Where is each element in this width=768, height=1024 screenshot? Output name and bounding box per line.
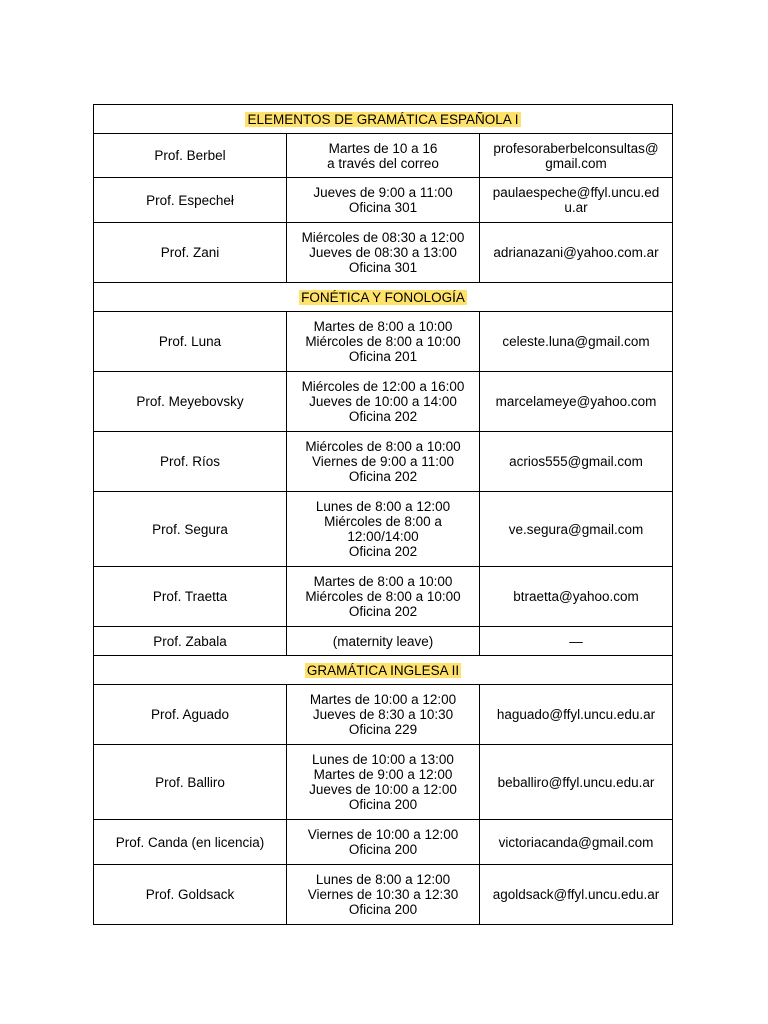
office-hours-cell	[287, 745, 480, 820]
office-hours-line: Martes de 10:00 a 12:00	[309, 692, 457, 707]
email-cell	[480, 432, 673, 492]
email-address: paulaespeche@ffyl.uncu.ed	[492, 185, 660, 200]
table-row	[94, 223, 673, 283]
professor-name-cell	[94, 432, 287, 492]
office-hours-line: Miércoles de 8:00 a 10:00	[305, 589, 461, 604]
office-hours-line: Oficina 301	[348, 260, 418, 275]
table-row	[94, 865, 673, 925]
table-row	[94, 567, 673, 627]
office-hours-cell	[287, 627, 480, 656]
email-cell	[480, 312, 673, 372]
email-address: adrianazani@yahoo.com.ar	[493, 245, 659, 260]
office-hours-line: Oficina 201	[348, 349, 418, 364]
office-hours-cell	[287, 685, 480, 745]
office-hours-line: Oficina 202	[348, 469, 418, 484]
office-hours-line: Miércoles de 08:30 a 12:00	[301, 230, 465, 245]
office-hours-line: Jueves de 10:00 a 14:00	[309, 394, 457, 409]
section-header-row	[94, 656, 673, 685]
email-address: gmail.com	[545, 155, 607, 171]
table-row	[94, 820, 673, 865]
section-header-cell	[94, 283, 673, 312]
professor-name-cell	[94, 492, 287, 567]
email-address: celeste.luna@gmail.com	[502, 334, 650, 349]
professor-name-cell	[94, 745, 287, 820]
office-hours-line: Miércoles de 8:00 a 10:00	[305, 334, 461, 349]
email-cell	[480, 134, 673, 178]
section-header-row	[94, 283, 673, 312]
professor-name-cell	[94, 567, 287, 627]
office-hours-line: Oficina 202	[348, 409, 418, 424]
office-hours-line: Jueves de 08:30 a 13:00	[309, 245, 457, 260]
email-address: agoldsack@ffyl.uncu.edu.ar	[492, 887, 660, 902]
office-hours-line: Oficina 200	[348, 797, 418, 812]
section-title: FONÉTICA Y FONOLOGÍA	[301, 289, 465, 305]
section-header-row	[94, 105, 673, 134]
email-cell	[480, 685, 673, 745]
office-hours-cell	[287, 865, 480, 925]
professor-name-cell	[94, 820, 287, 865]
professor-name: Prof. Berbel	[154, 148, 226, 163]
email-cell	[480, 492, 673, 567]
email-address: beballiro@ffyl.uncu.edu.ar	[497, 774, 655, 790]
section-title: GRAMÁTICA INGLESA II	[306, 662, 460, 678]
office-hours-line: (maternity leave)	[332, 633, 434, 649]
office-hours-line: Oficina 200	[348, 902, 418, 917]
office-hours-cell	[287, 372, 480, 432]
professor-name: Prof. Aguado	[150, 707, 230, 722]
professor-name: Prof. Balliro	[155, 774, 225, 790]
office-hours-line: Lunes de 8:00 a 12:00	[315, 872, 451, 887]
email-address: profesoraberbelconsultas@	[493, 140, 659, 156]
email-cell	[480, 567, 673, 627]
office-hours-line: Miércoles de 12:00 a 16:00	[301, 379, 465, 394]
office-hours-cell	[287, 134, 480, 178]
professor-name-cell	[94, 685, 287, 745]
professor-name-cell	[94, 223, 287, 283]
professor-name: Prof. Zani	[160, 245, 220, 260]
professor-name-cell	[94, 865, 287, 925]
office-hours-cell	[287, 492, 480, 567]
office-hours-table	[93, 104, 673, 925]
office-hours-line: Miércoles de 8:00 a 10:00	[305, 439, 461, 454]
office-hours-line: Oficina 200	[348, 842, 418, 857]
professor-name: Prof. Goldsack	[145, 887, 235, 902]
email-cell	[480, 820, 673, 865]
office-hours-line: 12:00/14:00	[347, 529, 419, 544]
email-cell	[480, 223, 673, 283]
office-hours-line: Lunes de 8:00 a 12:00	[315, 499, 451, 514]
table-row	[94, 178, 673, 223]
professor-name: Prof. Ríos	[159, 454, 221, 469]
office-hours-cell	[287, 312, 480, 372]
table-row	[94, 432, 673, 492]
office-hours-line: Martes de 8:00 a 10:00	[313, 319, 453, 334]
email-cell	[480, 178, 673, 223]
office-hours-cell	[287, 178, 480, 223]
professor-name: Prof. Luna	[158, 334, 222, 349]
office-hours-line: Jueves de 8:30 a 10:30	[312, 707, 454, 722]
table-row	[94, 627, 673, 656]
professor-name: Prof. Segura	[152, 521, 228, 537]
office-hours-line: Jueves de 10:00 a 12:00	[309, 782, 457, 797]
office-hours-line: Viernes de 9:00 a 11:00	[311, 454, 455, 469]
section-title: ELEMENTOS DE GRAMÁTICA ESPAÑOLA I	[247, 111, 519, 127]
email-address: marcelameye@yahoo.com	[495, 394, 657, 409]
office-hours-line: Viernes de 10:00 a 12:00	[307, 827, 459, 842]
professor-name-cell	[94, 134, 287, 178]
professor-name-cell	[94, 372, 287, 432]
office-hours-table-body	[94, 105, 673, 925]
office-hours-cell	[287, 820, 480, 865]
office-hours-line: Viernes de 10:30 a 12:30	[307, 887, 459, 902]
office-hours-line: a través del correo	[327, 155, 439, 171]
email-address: victoriacanda@gmail.com	[498, 834, 654, 850]
professor-name: Prof. Meyebovsky	[136, 394, 244, 409]
email-address: u.ar	[564, 200, 588, 215]
table-row	[94, 312, 673, 372]
email-address: ve.segura@gmail.com	[508, 521, 644, 537]
professor-name-cell	[94, 178, 287, 223]
professor-name: Prof. Canda (en licencia)	[115, 834, 265, 850]
professor-name: Prof. Especheł	[146, 192, 234, 208]
email-cell	[480, 865, 673, 925]
table-row	[94, 745, 673, 820]
email-cell	[480, 372, 673, 432]
office-hours-cell	[287, 567, 480, 627]
table-row	[94, 134, 673, 178]
email-cell	[480, 745, 673, 820]
section-header-cell	[94, 656, 673, 685]
professor-name-cell	[94, 627, 287, 656]
office-hours-line: Oficina 202	[348, 604, 418, 619]
office-hours-line: Martes de 9:00 a 12:00	[313, 767, 453, 782]
office-hours-line: Martes de 10 a 16	[328, 140, 438, 156]
professor-name-cell	[94, 312, 287, 372]
office-hours-line: Jueves de 9:00 a 11:00	[313, 185, 453, 200]
office-hours-cell	[287, 223, 480, 283]
office-hours-line: Oficina 202	[348, 544, 418, 559]
email-address: —	[569, 633, 583, 649]
office-hours-cell	[287, 432, 480, 492]
office-hours-line: Lunes de 10:00 a 13:00	[312, 752, 454, 767]
office-hours-line: Oficina 229	[348, 722, 418, 737]
office-hours-line: Oficina 301	[348, 200, 418, 215]
email-address: acrios555@gmail.com	[509, 454, 643, 469]
email-address: haguado@ffyl.uncu.edu.ar	[496, 707, 656, 722]
professor-name: Prof. Traetta	[152, 589, 228, 604]
table-row	[94, 685, 673, 745]
table-row	[94, 372, 673, 432]
section-header-cell	[94, 105, 673, 134]
professor-name: Prof. Zabala	[153, 633, 227, 649]
office-hours-line: Martes de 8:00 a 10:00	[313, 574, 453, 589]
office-hours-line: Miércoles de 8:00 a	[324, 514, 442, 529]
table-row	[94, 492, 673, 567]
email-address: btraetta@yahoo.com	[513, 589, 639, 604]
email-cell	[480, 627, 673, 656]
